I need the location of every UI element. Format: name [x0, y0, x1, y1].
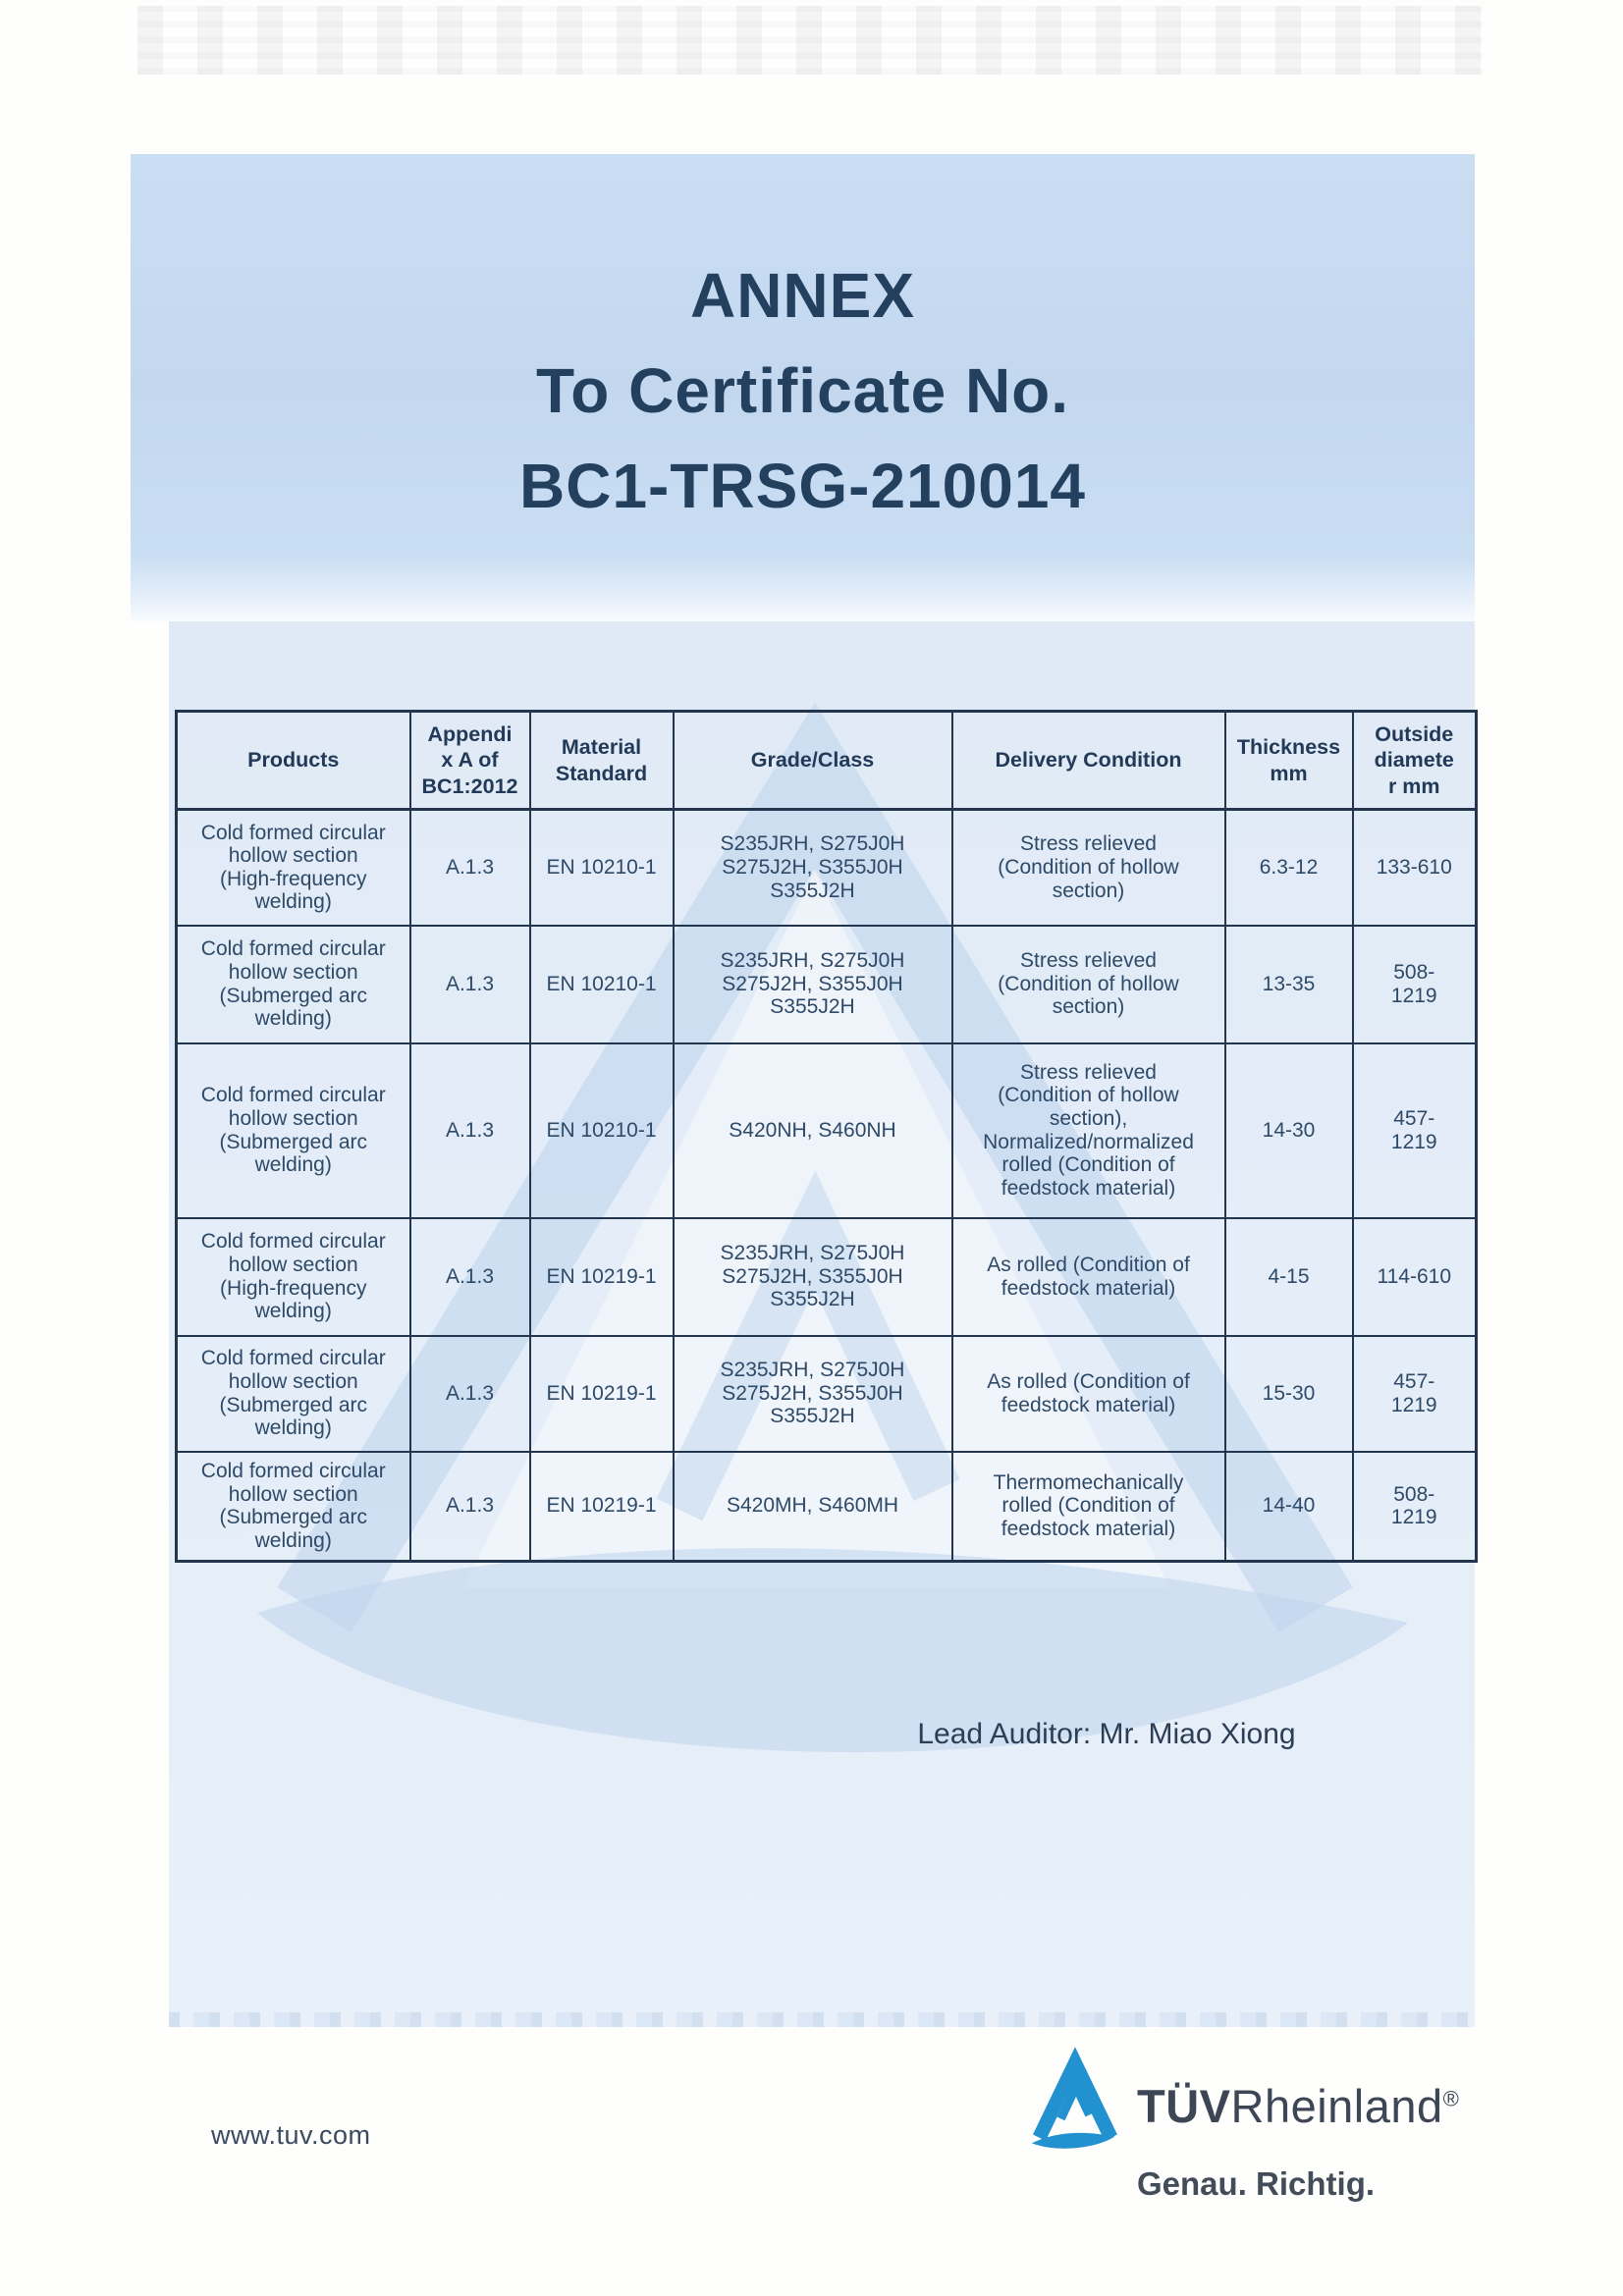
column-header-grade: Grade/Class — [674, 712, 952, 810]
column-header-delivery: Delivery Condition — [952, 712, 1225, 810]
table-cell-delivery: Stress relieved (Condition of hollow section) — [952, 926, 1225, 1043]
table-cell-appendix: A.1.3 — [410, 1452, 530, 1562]
table-cell-appendix: A.1.3 — [410, 926, 530, 1043]
table-cell-appendix: A.1.3 — [410, 810, 530, 926]
brand-rheinland: Rheinland — [1230, 2079, 1443, 2132]
table-cell-grade: S235JRH, S275J0H S275J2H, S355J0H S355J2H — [674, 810, 952, 926]
table-cell-standard: EN 10210-1 — [530, 1043, 674, 1218]
title-line-annex: ANNEX — [689, 260, 916, 331]
table-header-row — [177, 712, 1477, 810]
table-cell-diameter: 133-610 — [1353, 810, 1477, 926]
table-cell-standard: EN 10210-1 — [530, 810, 674, 926]
table-cell-standard: EN 10219-1 — [530, 1218, 674, 1336]
table-row — [177, 1043, 1477, 1218]
table-cell-delivery: Stress relieved (Condition of hollow section) — [952, 810, 1225, 926]
brand-wordmark — [1137, 2079, 1459, 2133]
table-row — [177, 810, 1477, 926]
table-cell-thickness: 15-30 — [1225, 1336, 1353, 1452]
title-line-certificate-no: BC1-TRSG-210014 — [519, 451, 1086, 521]
table-row — [177, 926, 1477, 1043]
column-header-products: Products — [177, 712, 410, 810]
table-cell-delivery: Thermomechanically rolled (Condition of feedstock material) — [952, 1452, 1225, 1562]
registered-mark: ® — [1442, 2085, 1460, 2110]
table-cell-products: Cold formed circular hollow section (Submerged arc welding) — [177, 1452, 410, 1562]
document-title — [131, 248, 1475, 534]
brand-tuv: TÜV — [1137, 2079, 1231, 2132]
table-row — [177, 1452, 1477, 1562]
table-cell-products: Cold formed circular hollow section (Submerged arc welding) — [177, 926, 410, 1043]
table-cell-diameter: 457- 1219 — [1353, 1336, 1477, 1452]
column-header-diameter: Outside diamete r mm — [1353, 712, 1477, 810]
column-header-appendix: Appendi x A of BC1:2012 — [410, 712, 530, 810]
table-cell-delivery: As rolled (Condition of feedstock material) — [952, 1218, 1225, 1336]
table-cell-grade: S420MH, S460MH — [674, 1452, 952, 1562]
table-cell-diameter: 457- 1219 — [1353, 1043, 1477, 1218]
column-header-thickness: Thickness mm — [1225, 712, 1353, 810]
scan-grain-band — [169, 2012, 1475, 2027]
table-cell-appendix: A.1.3 — [410, 1218, 530, 1336]
table-cell-diameter: 508- 1219 — [1353, 1452, 1477, 1562]
table-cell-products: Cold formed circular hollow section (Submerged arc welding) — [177, 1336, 410, 1452]
website-url: www.tuv.com — [211, 2120, 371, 2150]
table-row — [177, 1218, 1477, 1336]
table-cell-thickness: 4-15 — [1225, 1218, 1353, 1336]
table-row — [177, 1336, 1477, 1452]
table-cell-standard: EN 10219-1 — [530, 1452, 674, 1562]
table-cell-products: Cold formed circular hollow section (High-frequency welding) — [177, 810, 410, 926]
scanner-noise-artifact — [137, 6, 1483, 75]
table-cell-diameter: 114-610 — [1353, 1218, 1477, 1336]
table-cell-standard: EN 10210-1 — [530, 926, 674, 1043]
table-cell-delivery: Stress relieved (Condition of hollow section), Normalized/normalized rolled (Condition of feedstock material) — [952, 1043, 1225, 1218]
table-cell-thickness: 14-30 — [1225, 1043, 1353, 1218]
table-cell-grade: S420NH, S460NH — [674, 1043, 952, 1218]
title-line-to-certificate: To Certificate No. — [535, 355, 1070, 426]
brand-tagline: Genau. Richtig. — [1137, 2165, 1376, 2202]
table-cell-products: Cold formed circular hollow section (High-frequency welding) — [177, 1218, 410, 1336]
table-cell-standard: EN 10219-1 — [530, 1336, 674, 1452]
table-cell-delivery: As rolled (Condition of feedstock material) — [952, 1336, 1225, 1452]
column-header-standard: Material Standard — [530, 712, 674, 810]
lead-auditor-text: Lead Auditor: Mr. Miao Xiong — [917, 1718, 1296, 1750]
table-cell-appendix: A.1.3 — [410, 1043, 530, 1218]
table-cell-thickness: 13-35 — [1225, 926, 1353, 1043]
table-cell-appendix: A.1.3 — [410, 1336, 530, 1452]
header-banner — [131, 154, 1475, 621]
tuv-triangle-icon — [1027, 2046, 1121, 2165]
annex-product-table — [175, 710, 1478, 1563]
table-cell-products: Cold formed circular hollow section (Submerged arc welding) — [177, 1043, 410, 1218]
table-cell-grade: S235JRH, S275J0H S275J2H, S355J0H S355J2H — [674, 1336, 952, 1452]
table-cell-thickness: 6.3-12 — [1225, 810, 1353, 926]
table-cell-grade: S235JRH, S275J0H S275J2H, S355J0H S355J2H — [674, 926, 952, 1043]
table-cell-thickness: 14-40 — [1225, 1452, 1353, 1562]
table-cell-grade: S235JRH, S275J0H S275J2H, S355J0H S355J2H — [674, 1218, 952, 1336]
tuv-rheinland-logo — [1027, 2046, 1459, 2203]
table-cell-diameter: 508- 1219 — [1353, 926, 1477, 1043]
